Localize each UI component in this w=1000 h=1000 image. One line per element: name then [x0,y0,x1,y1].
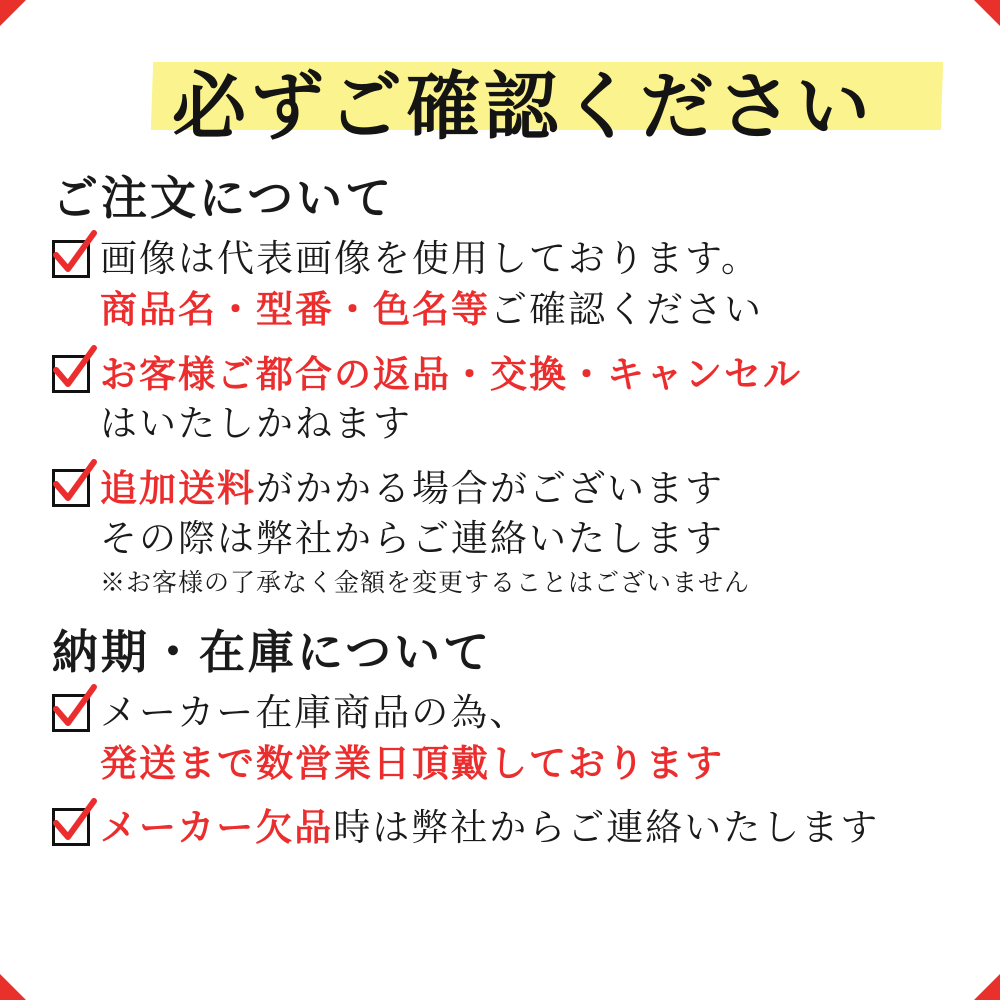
notice-line: はいたしかねます [100,402,412,445]
list-item [52,463,956,602]
notice-line-red: 商品名・型番・色名等 [100,287,490,331]
section-heading-delivery: 納期・在庫について [52,625,493,679]
page-title [44,36,956,148]
notice-line: メーカー在庫商品の為、 [100,691,529,734]
list-item [52,802,956,853]
notice-line: その際は弊社からご連絡いたします [100,517,724,560]
list-item-text [100,802,956,853]
notice-footnote: ※お客様の了承なく金額を変更することはございません [100,568,751,597]
notice-line-red: お客様ご都合の返品・交換・キャンセル [100,352,802,396]
list-item-text [100,234,956,335]
list-item-text [100,463,956,602]
notice-line-black: ご確認ください [490,288,763,331]
checkbox-icon [52,240,90,278]
list-item-text [100,349,956,449]
list-item [52,234,956,335]
notice-line-black: がかかる場合がございます [256,467,724,510]
notice-line [100,288,763,331]
notice-line: 画像は代表画像を使用しております。 [100,237,761,280]
notice-line-black: 時は弊社からご連絡いたします [333,806,880,849]
checkbox-icon [52,355,90,393]
title-text: 必ずご確認ください [172,64,874,150]
checkbox-icon [52,694,90,732]
notice-line-red: メーカー欠品 [100,805,334,849]
list-item-text [100,688,956,788]
notice-line [100,467,724,510]
list-item [52,688,956,788]
notice-line-red: 追加送料 [100,466,256,510]
list-item [52,349,956,449]
section-heading-orders: ご注文について [52,171,395,225]
checkbox-icon [52,469,90,507]
notice-line [100,806,879,849]
notice-line-red: 発送まで数営業日頂戴しております [100,741,724,785]
checkbox-icon [52,808,90,846]
